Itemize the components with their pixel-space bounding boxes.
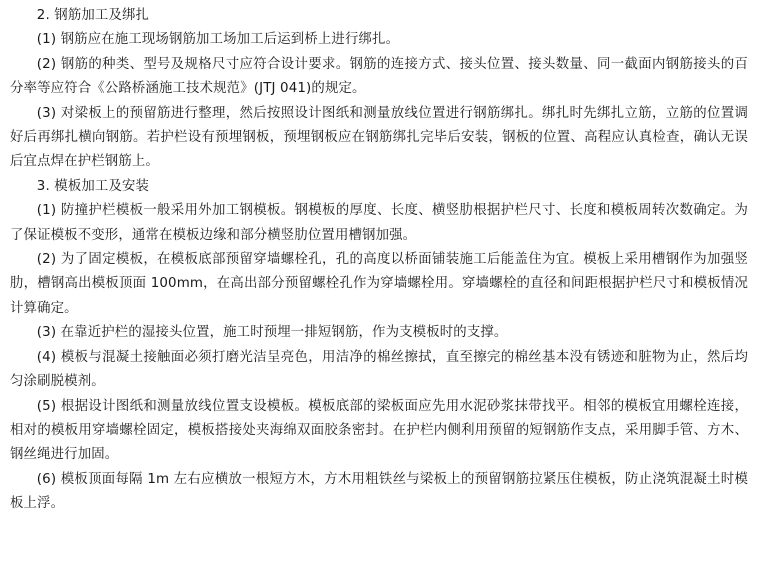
paragraph: (3) 在靠近护栏的湿接头位置，施工时预埋一排短钢筋，作为支模板时的支撑。 <box>36 325 508 341</box>
paragraph: (1) 防撞护栏模板一般采用外加工钢模板。钢模板的厚度、长度、横竖肋根据护栏尺寸、长度和模板周转次数确定。为了保证模板不变形，通常在模板边缘和部分横竖肋位置用槽钢加强。 <box>10 203 748 243</box>
paragraph: (2) 为了固定模板，在模板底部预留穿墙螺栓孔，孔的高度以桥面铺装施工后能盖住为宜。模板上采用槽钢作为加强竖肋，槽钢高出模板顶面 100mm，在高出部分预留螺栓孔作为穿墙螺栓用。穿墙螺栓的直径和间距根据护栏尺寸和模板情况计算确定。 <box>10 252 748 316</box>
paragraph: (5) 根据设计图纸和测量放线位置支设模板。模板底部的梁板面应先用水泥砂浆抹带找平。相邻的模板宜用螺栓连接，相对的模板用穿墙螺栓固定，模板搭接处夹海绵双面胶条密封。在护栏内侧利用预留的短钢筋作支点，采用脚手管、方木、钢丝绳进行加固。 <box>10 398 748 463</box>
section-heading: 2. 钢筋加工及绑扎 <box>36 8 150 23</box>
paragraph: (3) 对梁板上的预留筋进行整理，然后按照设计图纸和测量放线位置进行钢筋绑扎。绑扎时先绑扎立筋，立筋的位置调好后再绑扎横向钢筋。若护栏设有预埋钢板，预埋钢板应在钢筋绑扎完毕后安装，钢板的位置、高程应认真检查，确认无误后宜点焊在护栏钢筋上。 <box>10 105 748 170</box>
section-heading: 3. 模板加工及安装 <box>36 178 150 194</box>
paragraph: (2) 钢筋的种类、型号及规格尺寸应符合设计要求。钢筋的连接方式、接头位置、接头数量、同一截面内钢筋接头的百分率等应符合《公路桥涵施工技术规范》(JTJ 041)的规定。 <box>10 56 748 97</box>
paragraph: (1) 钢筋应在施工现场钢筋加工场加工后运到桥上进行绑扎。 <box>36 32 400 48</box>
paragraph: (4) 模板与混凝土接触面必须打磨光洁呈亮色，用洁净的棉丝擦拭，直至擦完的棉丝基本没有锈迹和脏物为止，然后均匀涂刷脱模剂。 <box>10 349 748 390</box>
paragraph: (6) 模板顶面每隔 1m 左右应横放一根短方木，方木用粗铁丝与梁板上的预留钢筋拉紧压住模板，防止浇筑混凝土时模板上浮。 <box>10 471 748 512</box>
document-body <box>10 4 748 517</box>
